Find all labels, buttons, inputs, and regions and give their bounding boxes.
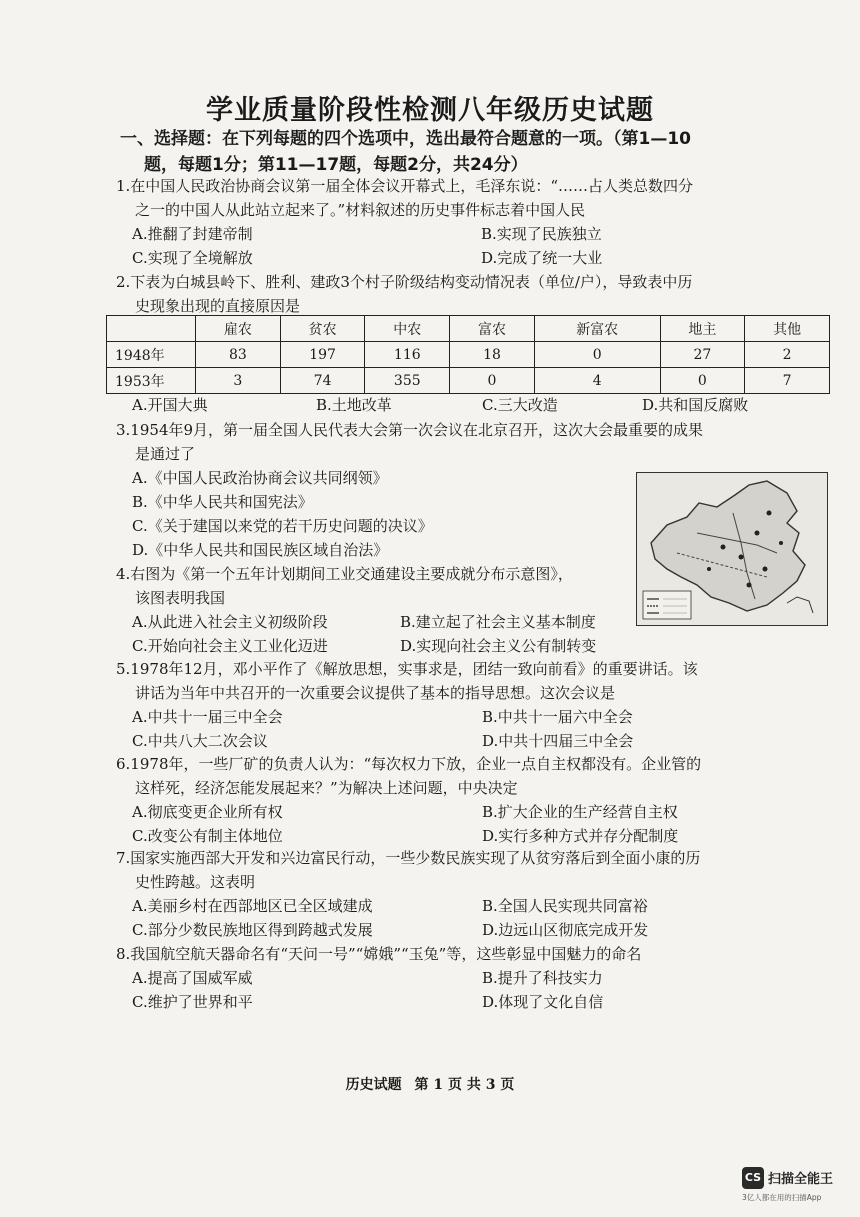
table-cell: 4 — [534, 368, 660, 394]
table-cell: 0 — [534, 342, 660, 368]
section-line-2: 题，每题1分；第11—17题，每题2分，共24分） — [144, 155, 528, 175]
class-structure-table — [106, 315, 830, 394]
table-cell: 3 — [196, 368, 281, 394]
option-a[interactable]: A.从此进入社会主义初级阶段 — [132, 613, 328, 631]
options-row — [116, 800, 796, 824]
stem-line: 史现象出现的直接原因是 — [135, 297, 301, 315]
options-row — [116, 610, 796, 634]
option-b[interactable]: B.扩大企业的生产经营自主权 — [482, 803, 678, 821]
question-stem — [116, 942, 766, 966]
question-5 — [116, 657, 796, 753]
option-b[interactable]: B.中共十一届六中全会 — [482, 708, 633, 726]
options-row — [116, 894, 796, 918]
options-row — [116, 393, 796, 417]
table-cell: 355 — [365, 368, 450, 394]
option-a[interactable]: A.提高了国威军威 — [132, 969, 253, 987]
stem-line: 这样死，经济怎能发展起来？”为解决上述问题，中央决定 — [135, 779, 518, 797]
question-2 — [116, 270, 766, 318]
option-a[interactable]: A.开国大典 — [132, 396, 208, 414]
stem-line: 2.下表为白城县岭下、胜利、建政3个村子阶级结构变动情况表（单位/户），导致表中历 — [116, 273, 693, 291]
option-b[interactable]: B.提升了科技实力 — [482, 969, 603, 987]
question-2-options — [116, 393, 796, 417]
stem-line: 8.我国航空航天器命名有“天问一号”“嫦娥”“玉兔”等，这些彰显中国魅力的命名 — [116, 945, 642, 963]
question-stem — [116, 657, 766, 705]
option-a[interactable]: A.中共十一届三中全会 — [132, 708, 283, 726]
table-cell: 197 — [280, 342, 365, 368]
watermark-name: 扫描全能王 — [768, 1172, 834, 1187]
stem-line: 该图表明我国 — [135, 589, 226, 607]
table-header-cell — [107, 316, 196, 342]
table-row — [107, 342, 830, 368]
option-c[interactable]: C.维护了世界和平 — [132, 993, 253, 1011]
stem-line: 是通过了 — [135, 445, 196, 463]
option-c[interactable]: C.《关于建国以来党的若干历史问题的决议》 — [132, 517, 433, 535]
option-d[interactable]: D.共和国反腐败 — [642, 396, 749, 414]
question-7 — [116, 846, 796, 942]
question-6 — [116, 752, 796, 848]
table-cell: 0 — [450, 368, 535, 394]
table-cell: 83 — [196, 342, 281, 368]
footer-page-number: 第 1 页 共 3 页 — [414, 1077, 515, 1093]
options-row — [116, 729, 796, 753]
option-a[interactable]: A.《中国人民政治协商会议共同纲领》 — [132, 469, 388, 487]
option-d[interactable]: D.实现向社会主义公有制转变 — [400, 637, 597, 655]
table-header-cell: 中农 — [365, 316, 450, 342]
option-d[interactable]: D.完成了统一大业 — [481, 249, 603, 267]
question-4 — [116, 562, 796, 658]
question-8 — [116, 942, 796, 1014]
option-d[interactable]: D.边远山区彻底完成开发 — [482, 921, 649, 939]
question-stem — [116, 562, 766, 610]
page-footer — [0, 1074, 860, 1094]
option-b[interactable]: B.土地改革 — [316, 396, 392, 414]
question-1 — [116, 174, 796, 270]
stem-line: 5.1978年12月，邓小平作了《解放思想，实事求是，团结一致向前看》的重要讲话。该 — [116, 660, 698, 678]
option-a[interactable]: A.美丽乡村在西部地区已全区域建成 — [132, 897, 373, 915]
table-header-cell: 地主 — [660, 316, 745, 342]
stem-line: 3.1954年9月，第一届全国人民代表大会第一次会议在北京召开，这次大会最重要的成果 — [116, 421, 704, 439]
options-row — [116, 246, 796, 270]
stem-line: 史性跨越。这表明 — [135, 873, 256, 891]
table-cell: 18 — [450, 342, 535, 368]
table-header-row — [107, 316, 830, 342]
table-header-cell: 贫农 — [280, 316, 365, 342]
watermark-slogan: 3亿人都在用的扫描App — [742, 1193, 822, 1202]
option-c[interactable]: C.中共八大二次会议 — [132, 732, 268, 750]
table-cell: 116 — [365, 342, 450, 368]
option-b[interactable]: B.建立起了社会主义基本制度 — [400, 613, 596, 631]
stem-line: 4.右图为《第一个五年计划期间工业交通建设主要成就分布示意图》， — [116, 565, 573, 583]
options-row — [116, 990, 796, 1014]
stem-line: 1.在中国人民政治协商会议第一届全体会议开幕式上，毛泽东说：“……占人类总数四分 — [116, 177, 693, 195]
table-cell: 27 — [660, 342, 745, 368]
option-c[interactable]: C.开始向社会主义工业化迈进 — [132, 637, 328, 655]
option-c[interactable]: C.实现了全境解放 — [132, 249, 253, 267]
option-d[interactable]: D.体现了文化自信 — [482, 993, 604, 1011]
question-stem — [116, 174, 766, 222]
option-c[interactable]: C.三大改造 — [482, 396, 558, 414]
footer-subject: 历史试题 — [345, 1077, 402, 1093]
table-row — [107, 368, 830, 394]
option-c[interactable]: C.部分少数民族地区得到跨越式发展 — [132, 921, 373, 939]
question-stem — [116, 846, 766, 894]
table-cell: 74 — [280, 368, 365, 394]
scanner-watermark — [742, 1165, 838, 1205]
option-d[interactable]: D.中共十四届三中全会 — [482, 732, 634, 750]
table-cell: 0 — [660, 368, 745, 394]
options-row — [116, 222, 796, 246]
options-row — [116, 634, 796, 658]
table-header-cell: 雇农 — [196, 316, 281, 342]
table-header-cell: 其他 — [745, 316, 830, 342]
table-header-cell: 富农 — [450, 316, 535, 342]
question-stem — [116, 270, 766, 318]
section-line-1: 一、选择题：在下列每题的四个选项中，选出最符合题意的一项。（第1—10 — [120, 129, 691, 149]
table-cell: 1948年 — [107, 342, 196, 368]
camscanner-logo-icon: CS — [742, 1167, 764, 1189]
option-a[interactable]: A.推翻了封建帝制 — [132, 225, 253, 243]
table-cell: 2 — [745, 342, 830, 368]
option-d[interactable]: D.实行多种方式并存分配制度 — [482, 827, 679, 845]
option-c[interactable]: C.改变公有制主体地位 — [132, 827, 283, 845]
page-title: 学业质量阶段性检测八年级历史试题 — [206, 95, 654, 126]
options-row — [116, 824, 796, 848]
option-d[interactable]: D.《中华人民共和国民族区域自治法》 — [132, 541, 389, 559]
option-a[interactable]: A.彻底变更企业所有权 — [132, 803, 283, 821]
section-instructions — [120, 126, 810, 178]
option-b[interactable]: B.实现了民族独立 — [481, 225, 602, 243]
options-row — [116, 966, 796, 990]
table-cell: 1953年 — [107, 368, 196, 394]
stem-line: 之一的中国人从此站立起来了。”材料叙述的历史事件标志着中国人民 — [135, 201, 586, 219]
stem-line: 讲话为当年中共召开的一次重要会议提供了基本的指导思想。这次会议是 — [135, 684, 616, 702]
table-header-cell: 新富农 — [534, 316, 660, 342]
options-row — [116, 705, 796, 729]
table-cell: 7 — [745, 368, 830, 394]
option-b[interactable]: B.全国人民实现共同富裕 — [482, 897, 648, 915]
question-stem — [116, 752, 766, 800]
question-stem — [116, 418, 766, 466]
stem-line: 7.国家实施西部大开发和兴边富民行动，一些少数民族实现了从贫穷落后到全面小康的历 — [116, 849, 701, 867]
option-b[interactable]: B.《中华人民共和国宪法》 — [132, 493, 313, 511]
stem-line: 6.1978年，一些厂矿的负责人认为：“每次权力下放，企业一点自主权都没有。企业管的 — [116, 755, 702, 773]
options-row — [116, 918, 796, 942]
